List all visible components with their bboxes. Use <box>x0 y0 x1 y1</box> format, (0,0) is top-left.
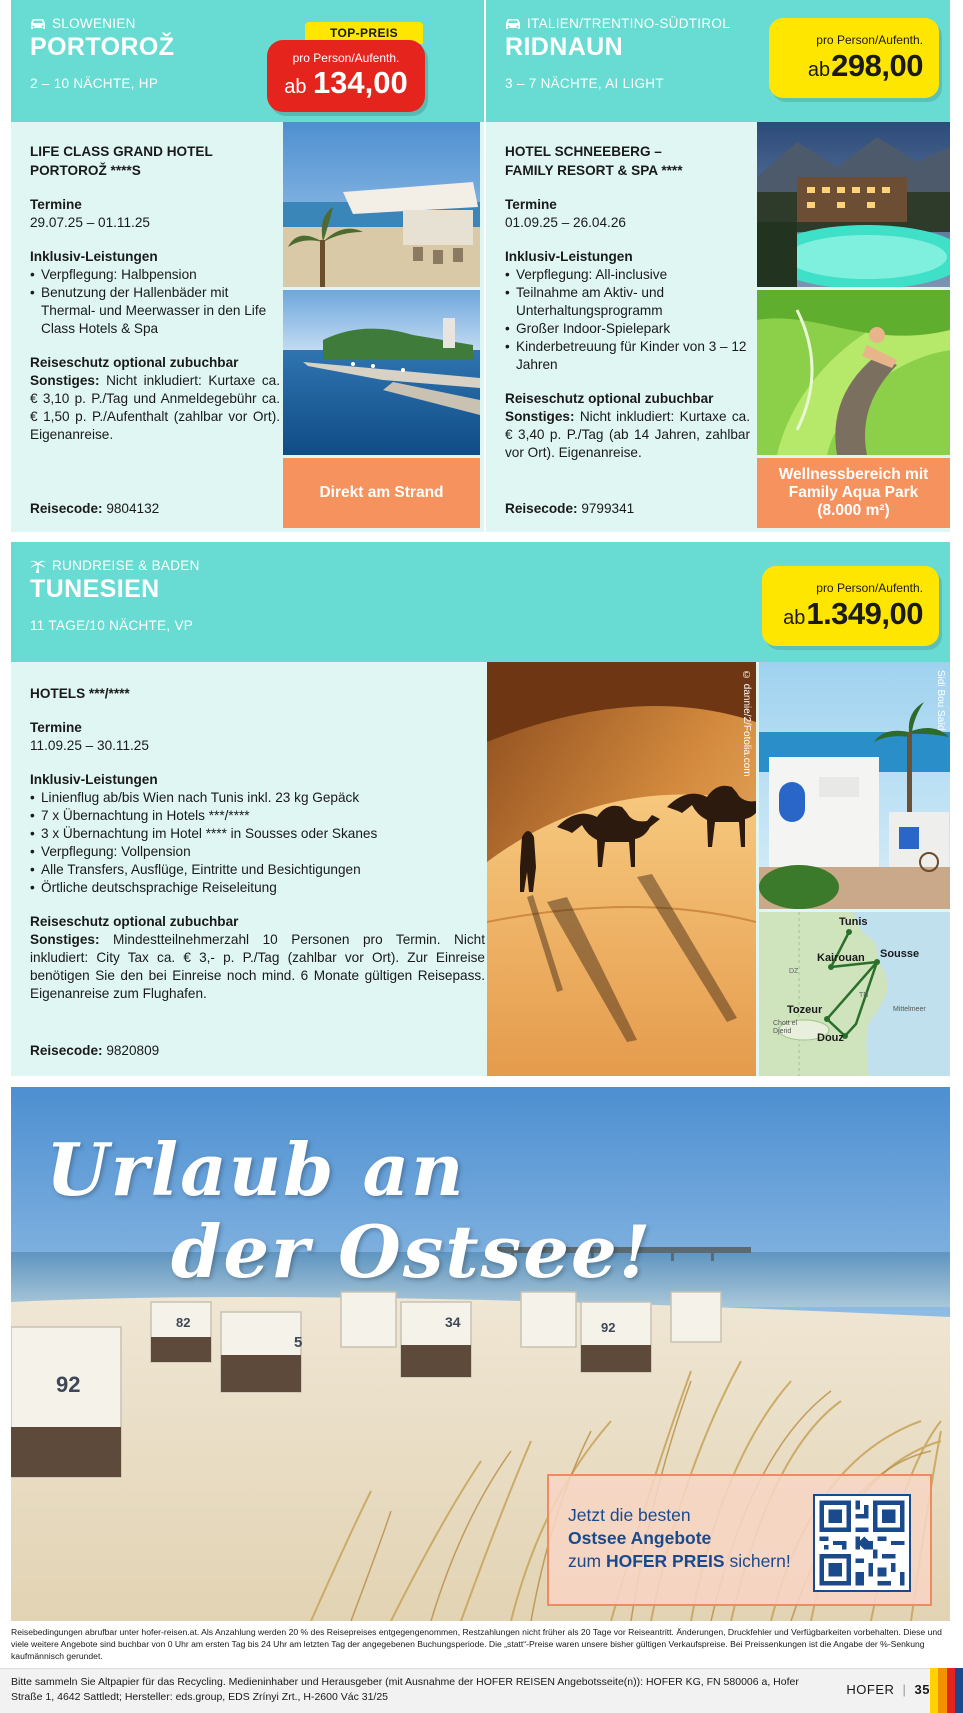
inkl-label: Inklusiv-Leistungen <box>30 249 158 264</box>
qr-code-icon[interactable] <box>813 1494 911 1592</box>
map-label-tozeur: Tozeur <box>787 1004 823 1016</box>
reiseschutz: Reiseschutz optional zubuchbar <box>30 355 239 370</box>
list-item: • Verpflegung: Vollpension <box>30 843 485 861</box>
photo-credit: Sidi Bou Saïd <box>935 670 946 731</box>
svg-text:5: 5 <box>294 1334 303 1351</box>
map-label-chott: Chott el Djerid <box>773 1020 798 1035</box>
map-label-mittelmeer: Mittelmeer <box>893 1006 926 1013</box>
price-ab: ab <box>284 76 307 98</box>
list-item: • Teilnahme am Aktiv- und Unterhaltungsprogramm <box>505 284 750 320</box>
photo-credit: © dannie/2/Fotolia.com <box>741 670 752 777</box>
termine-value: 01.09.25 – 26.04.26 <box>505 215 626 230</box>
hotel-beach-photo <box>283 122 480 287</box>
termine-value: 29.07.25 – 01.11.25 <box>30 215 150 230</box>
list-item: • Verpflegung: All-inclusive <box>505 266 750 284</box>
svg-text:34: 34 <box>445 1314 461 1330</box>
offer-destination: RIDNAUN <box>505 33 624 61</box>
price-amount: 134,00 <box>312 65 408 100</box>
list-item: • Kinderbetreuung für Kinder von 3 – 12 Jahren <box>505 338 750 374</box>
termine-value: 11.09.25 – 30.11.25 <box>30 738 149 753</box>
highlight-box: Wellnessbereich mit Family Aqua Park (8.000 m²) <box>757 458 950 528</box>
price-per-label: pro Person/Aufenth. <box>816 32 923 47</box>
price-amount: 1.349,00 <box>806 595 923 631</box>
map-label-tunis: Tunis <box>839 916 868 928</box>
promo-line3a: zum <box>568 1551 602 1571</box>
banner-headline-line2: der Ostsee! <box>171 1209 653 1294</box>
offer-body-tunesien <box>11 662 950 1076</box>
waterslide-photo <box>757 290 950 455</box>
harbor-photo <box>283 290 480 455</box>
footer-imprint: Bitte sammeln Sie Altpapier für das Recycling. Medieninhaber und Herausgeber (mit Ausnahme der HOFER REISEN Angebotsseite(n)): HOFER KG, FN 580006 a, Hofer Straße 1, 4642 Sattledt; Hersteller: eds.group, EDS Zrínyi Zrt., H-2600 Vác 31/25 <box>11 1676 799 1703</box>
sidi-bou-said-photo <box>759 662 950 909</box>
inkl-list <box>30 789 485 897</box>
page-number: 35 <box>914 1682 930 1697</box>
promo-line2: Ostsee Angebote <box>568 1528 712 1548</box>
highlight-box: Direkt am Strand <box>283 458 480 528</box>
reisecode-value: 9820809 <box>106 1043 160 1058</box>
map-label-tn: TN <box>859 992 869 999</box>
sonstiges-text: Nicht inkludiert: Kurtaxe ca. € 3,10 p. P./Tag und Anmeldegebühr ca. € 1,50 p. P./Aufenthalt (zahlbar vor Ort). Eigenanreise. <box>30 373 280 442</box>
sonstiges-text: Mindestteilnehmerzahl 10 Personen pro Termin. Nicht inkludiert: City Tax ca. € 3,- p. P./Tag (zahlbar vor Ort). Zur Einreise benötigen Sie den bei Einreise noch mind. 6 Monate gültigen Reisepass. Eigenanreise zum Flughafen. <box>30 932 485 1001</box>
list-item: • 7 x Übernachtung in Hotels ***/**** <box>30 807 485 825</box>
svg-text:92: 92 <box>601 1320 616 1335</box>
sonstiges-text: Nicht inkludiert: Kurtaxe ca. € 3,40 p. P./Tag (ab 14 Jahren, zahlbar vor Ort). Eigenanreise. <box>505 409 750 460</box>
promo-line3b: HOFER PREIS <box>605 1551 725 1571</box>
offer-subline: 2 – 10 NÄCHTE, HP <box>30 76 159 91</box>
price-ab: ab <box>783 606 806 629</box>
offer-category: ITALIEN/TRENTINO-SÜDTIROL <box>527 16 731 31</box>
reiseschutz: Reiseschutz optional zubuchbar <box>30 914 239 929</box>
inkl-label: Inklusiv-Leistungen <box>30 772 158 787</box>
desert-camel-photo <box>487 662 756 1076</box>
promo-line1: Jetzt die besten <box>568 1505 691 1525</box>
svg-text:92: 92 <box>56 1372 81 1397</box>
reisecode-value: 9799341 <box>581 501 635 516</box>
offer-body-ridnaun <box>486 122 950 532</box>
price-ab: ab <box>807 58 831 81</box>
banner-headline-line1: Urlaub an <box>46 1127 466 1212</box>
reiseschutz: Reiseschutz optional zubuchbar <box>505 391 714 406</box>
map-label-dz: DZ <box>789 968 799 975</box>
tunisia-route-map <box>759 912 950 1076</box>
price-per-label: pro Person/Aufenth. <box>292 51 400 65</box>
car-icon <box>30 18 46 30</box>
offer-destination: PORTOROŽ <box>30 33 175 61</box>
list-item: • Linienflug ab/bis Wien nach Tunis inkl. 23 kg Gepäck <box>30 789 485 807</box>
legal-text: Reisebedingungen abrufbar unter hofer-reisen.at. Als Anzahlung werden 20 % des Reisepreises entgegengenommen, Restzahlungen nicht früher als 20 Tage vor Reiseantritt. Änderungen, Druckfehler und Verfügbarkeiten vorbehalten. Diese und viele weitere Angebote sind buchbar von 0 Uhr am ersten Tag bis 24 Uhr am letzten Tag der angegebenen Buchungsperiode. Die „statt“-Preise waren unsere bisher gültigen Verkaufspreise. Bei Preissenkungen ist die Angabe der %-Senkung kaufmännisch gerundet. <box>11 1627 942 1661</box>
offer-body-portoroz <box>11 122 484 532</box>
svg-text:82: 82 <box>176 1315 191 1330</box>
price-badge <box>762 566 939 646</box>
top-price-tag: TOP-PREIS <box>305 22 423 44</box>
hotel-name: HOTEL SCHNEEBERG – FAMILY RESORT & SPA **** <box>505 144 683 178</box>
brand-color-stripe <box>930 1668 963 1713</box>
inkl-list <box>30 266 280 338</box>
promo-line3c: sichern! <box>729 1551 791 1571</box>
termine-label: Termine <box>505 197 557 212</box>
resort-pool-photo <box>757 122 950 287</box>
map-label-sousse: Sousse <box>880 948 920 960</box>
termine-label: Termine <box>30 720 82 735</box>
reisecode-label: Reisecode: <box>505 501 578 516</box>
top-price-badge <box>267 22 425 108</box>
sonstiges-label: Sonstiges: <box>30 932 100 947</box>
page-footer: Bitte sammeln Sie Altpapier für das Recycling. Medieninhaber und Herausgeber (mit Ausnahme der HOFER REISEN Angebotsseite(n)): HOFER KG, FN 580006 a, Hofer Straße 1, 4642 Sattledt; Hersteller: eds.group, EDS Zrínyi Zrt., H-2600 Vác 31/25 HOFER | 35 <box>0 1668 930 1713</box>
ostsee-promo-box[interactable] <box>547 1474 932 1606</box>
reisecode-label: Reisecode: <box>30 501 103 516</box>
inkl-label: Inklusiv-Leistungen <box>505 249 633 264</box>
hotel-name: LIFE CLASS GRAND HOTEL PORTOROŽ ****S <box>30 144 213 178</box>
footer-brand: HOFER <box>846 1682 895 1697</box>
list-item: • Verpflegung: Halbpension <box>30 266 280 284</box>
offer-destination: TUNESIEN <box>30 575 160 603</box>
price-badge <box>769 18 939 98</box>
map-label-kairouan: Kairouan <box>817 952 865 964</box>
reisecode-value: 9804132 <box>106 501 160 516</box>
list-item: • Alle Transfers, Ausflüge, Eintritte und Besichtigungen <box>30 861 485 879</box>
list-item: • Örtliche deutschsprachige Reiseleitung <box>30 879 485 897</box>
reisecode-label: Reisecode: <box>30 1043 103 1058</box>
palm-icon <box>30 559 46 573</box>
sonstiges-label: Sonstiges: <box>505 409 575 424</box>
hotel-name: HOTELS ***/**** <box>30 686 130 701</box>
list-item: • Benutzung der Hallenbäder mit Thermal- und Meerwasser in den Life Class Hotels & Spa <box>30 284 280 338</box>
offer-subline: 11 TAGE/10 NÄCHTE, VP <box>30 618 194 633</box>
offer-subline: 3 – 7 NÄCHTE, AI LIGHT <box>505 76 664 91</box>
termine-label: Termine <box>30 197 82 212</box>
sonstiges-label: Sonstiges: <box>30 373 100 388</box>
map-label-douz: Douz <box>817 1032 844 1044</box>
price-amount: 298,00 <box>831 47 923 83</box>
car-icon <box>505 18 521 30</box>
offer-category: RUNDREISE & BADEN <box>52 558 200 573</box>
price-per-label: pro Person/Aufenth. <box>816 580 923 595</box>
list-item: • 3 x Übernachtung im Hotel **** in Sousses oder Skanes <box>30 825 485 843</box>
inkl-list <box>505 266 750 374</box>
offer-category: SLOWENIEN <box>52 16 136 31</box>
list-item: • Großer Indoor-Spielepark <box>505 320 750 338</box>
